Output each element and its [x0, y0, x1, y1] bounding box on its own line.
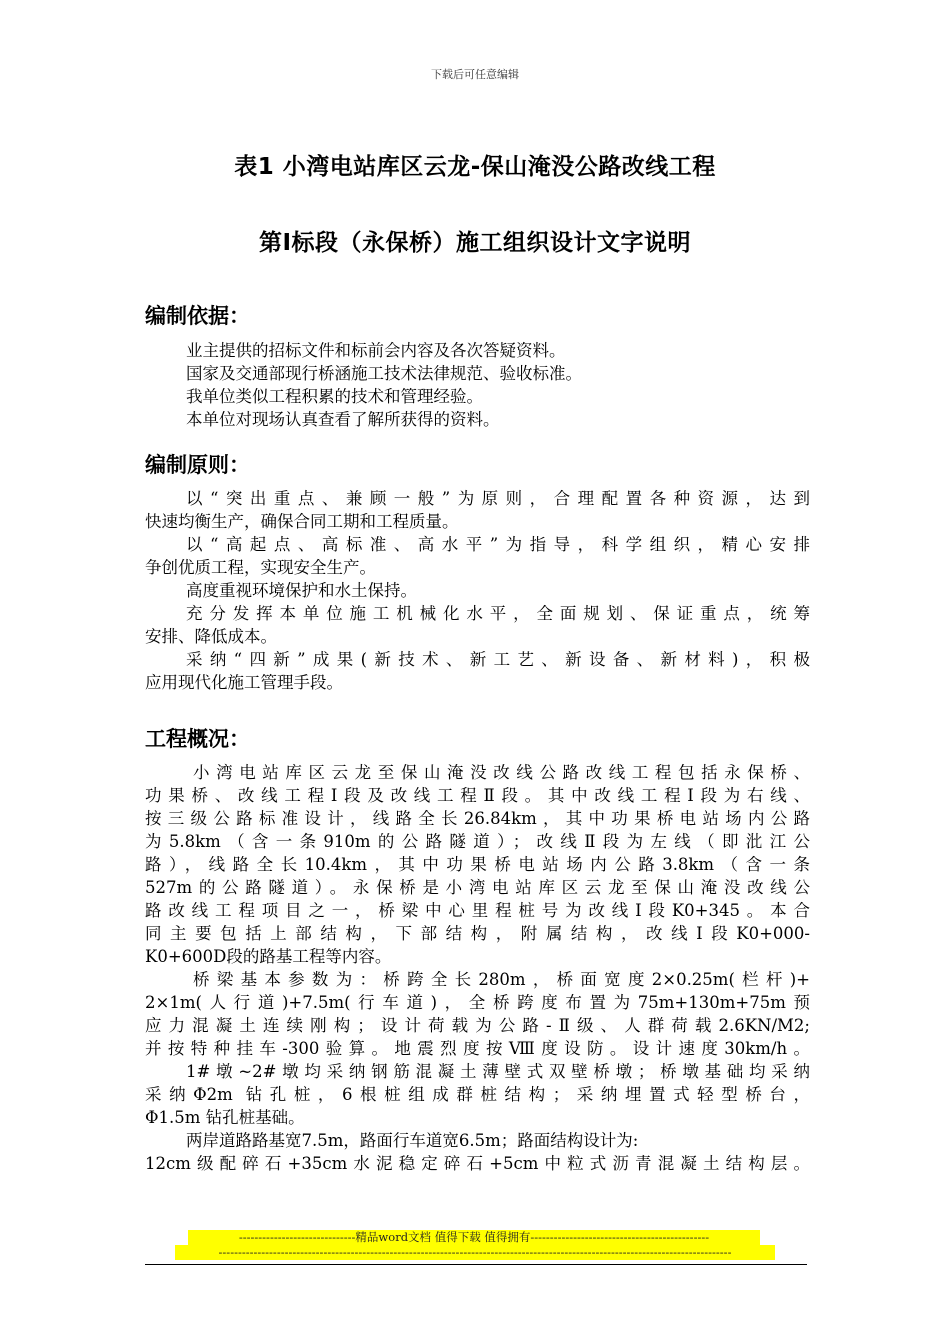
paragraph-line: 应用现代化施工管理手段。: [145, 673, 343, 692]
paragraph-line: 以“高起点、高标准、高水平”为指导，科学组织，精心安排: [186, 535, 810, 554]
paragraph-line: 527m的公路隧道）。永保桥是小湾电站库区云龙至保山淹没改线公: [145, 878, 810, 897]
paragraph-line: 争创优质工程，实现安全生产。: [145, 558, 376, 577]
paragraph-line: 桥梁基本参数为：桥跨全长280m，桥面宽度2×0.25m(栏杆)+: [193, 970, 810, 989]
paragraph-line: K0+600D段的路基工程等内容。: [145, 947, 392, 966]
section-overview-body: [145, 761, 810, 1175]
section-heading-principles: 编制原则：: [145, 453, 250, 477]
paragraph-line: 2×1m(人行道)+7.5m(行车道)，全桥跨度布置为75m+130m+75m预: [145, 993, 810, 1012]
paragraph-line: 路改线工程项目之一，桥梁中心里程桩号为改线Ⅰ段K0+345。本合: [145, 901, 810, 920]
paragraph-line: 按三级公路标准设计，线路全长26.84km，其中功果桥电站场内公路: [145, 809, 810, 828]
paragraph-line: 1#墩~2#墩均采纳钢筋混凝土薄壁式双壁桥墩；桥墩基础均采纳: [186, 1062, 810, 1081]
paragraph-line: 我单位类似工程积累的技术和管理经验。: [186, 387, 483, 406]
paragraph-line: 12cm级配碎石+35cm水泥稳定碎石+5cm中粒式沥青混凝土结构层。: [145, 1154, 810, 1173]
paragraph-line: Φ1.5m 钻孔桩基础。: [145, 1108, 305, 1127]
paragraph-line: 采纳Φ2m 钻孔桩，6根桩组成群桩结构；采纳埋置式轻型桥台，: [145, 1085, 810, 1104]
footer-rule: [145, 1264, 807, 1265]
paragraph-line: 功果桥、改线工程Ⅰ段及改线工程Ⅱ段。其中改线工程Ⅰ段为右线、: [145, 786, 810, 805]
paragraph-line: 国家及交通部现行桥涵施工技术法律规范、验收标准。: [186, 364, 582, 383]
document-title-line2: 第Ⅰ标段（永保桥）施工组织设计文字说明: [258, 230, 692, 256]
paragraph-line: 本单位对现场认真查看了解所获得的资料。: [186, 410, 500, 429]
paragraph-line: 安排、降低成本。: [145, 627, 277, 646]
paragraph-line: 为5.8km（含一条910m的公路隧道）；改线Ⅱ段为左线（即沘江公: [145, 832, 810, 851]
paragraph-line: 以“突出重点、兼顾一般”为原则，合理配置各种资源，达到: [186, 489, 810, 508]
paragraph-line: 小湾电站库区云龙至保山淹没改线公路改线工程包括永保桥、: [193, 763, 810, 782]
paragraph-line: 两岸道路路基宽7.5m，路面行车道宽6.5m；路面结构设计为:: [186, 1131, 639, 1150]
section-basis-body: [145, 339, 810, 431]
footer-banner-line1: ------------------------------精品word文档 值得下载 值得拥有----------------------------------------------: [188, 1230, 760, 1245]
paragraph-line: 并按特种挂车-300验算。地震烈度按Ⅷ度设防。设计速度30km/h。: [145, 1039, 810, 1058]
section-heading-overview: 工程概况：: [145, 727, 250, 751]
paragraph-line: 充分发挥本单位施工机械化水平，全面规划、保证重点，统筹: [186, 604, 810, 623]
footer-banner-line2: ------------------------------------------------------------------------------------------------------------------------------------: [175, 1245, 775, 1260]
paragraph-line: 同主要包括上部结构，下部结构，附属结构，改线Ⅰ段K0+000-: [145, 924, 810, 943]
document-title-line1: 表1 小湾电站库区云龙-保山淹没公路改线工程: [234, 154, 716, 180]
paragraph-line: 应力混凝土连续刚构；设计荷载为公路-Ⅱ级、人群荷载2.6KN/M2;: [145, 1016, 810, 1035]
paragraph-line: 采纳“四新”成果(新技术、新工艺、新设备、新材料)，积极: [186, 650, 810, 669]
paragraph-line: 高度重视环境保护和水土保持。: [186, 581, 417, 600]
header-note: 下载后可任意编辑: [431, 68, 519, 81]
section-principles-body: [145, 487, 810, 694]
section-heading-basis: 编制依据：: [145, 304, 250, 328]
paragraph-line: 路），线路全长10.4km，其中功果桥电站场内公路3.8km（含一条: [145, 855, 810, 874]
paragraph-line: 快速均衡生产，确保合同工期和工程质量。: [145, 512, 459, 531]
paragraph-line: 业主提供的招标文件和标前会内容及各次答疑资料。: [186, 341, 566, 360]
